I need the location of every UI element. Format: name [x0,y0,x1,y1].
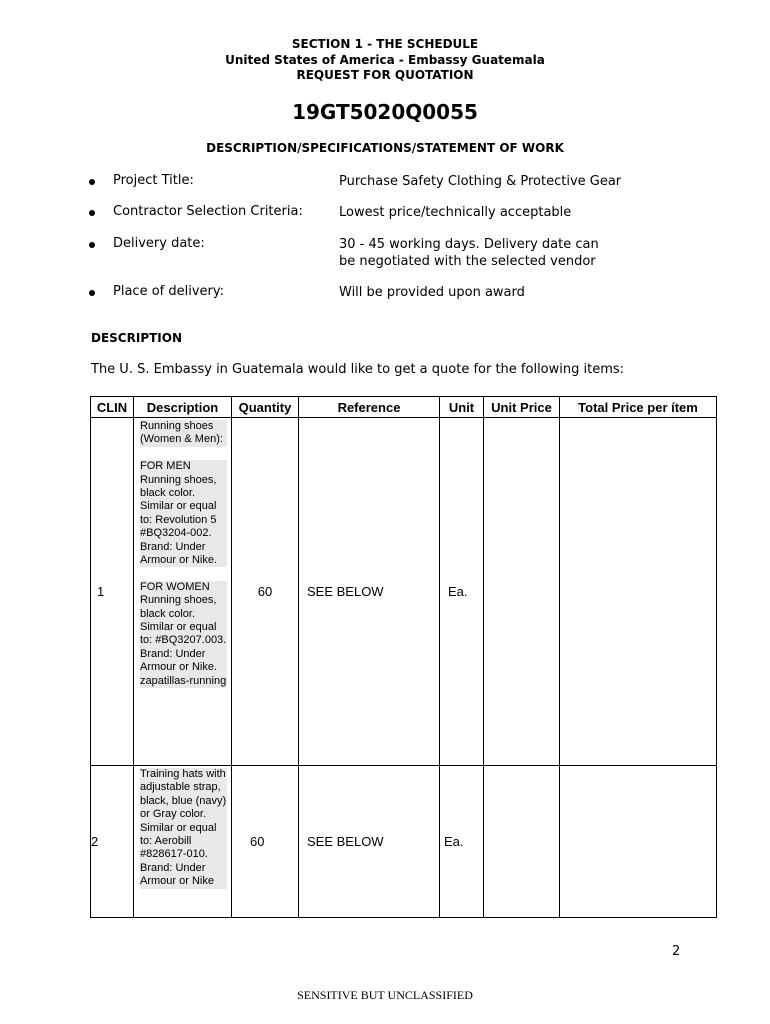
description-cell [134,766,232,918]
bullet-value: Purchase Safety Clothing & Protective Gear [339,174,622,189]
description-text: Training hats with adjustable strap, black, blue (navy) or Gray color. Similar or equal to: Aerobill #828617-010. Brand: Under Armour or Nike [140,768,227,888]
bullet-value: Will be provided upon award [339,285,525,300]
bullet-value: Lowest price/technically acceptable [339,205,572,220]
table-header-row [91,397,717,418]
reference-cell: SEE BELOW [299,418,440,766]
table-row [91,766,717,918]
unit-cell: Ea. [440,766,484,918]
bullet-label: Delivery date: [113,236,205,251]
quantity-cell: 60 [232,418,299,766]
rfq-number: 19GT5020Q0055 [292,100,478,124]
bullet-dot-icon [89,290,95,296]
bullet-value: 30 - 45 working days. Delivery date can be negotiated with the selected vendor [339,237,599,269]
clin-cell: 2 [91,766,134,918]
bullet-label: Place of delivery: [113,284,224,299]
unit-price-cell[interactable] [484,766,560,918]
total-price-cell[interactable] [560,766,717,918]
bullet-dot-icon [89,210,95,216]
items-table [90,396,717,918]
col-header-reference: Reference [299,397,440,418]
bullet-label: Contractor Selection Criteria: [113,204,303,219]
bullet-label: Project Title: [113,173,194,188]
col-header-description: Description [134,397,232,418]
bullet-dot-icon [89,242,95,248]
bullet-dot-icon [89,179,95,185]
col-header-clin: CLIN [91,397,134,418]
description-cell [134,418,232,766]
rfq-heading: REQUEST FOR QUOTATION [296,68,474,82]
col-header-quantity: Quantity [232,397,299,418]
classification-footer: SENSITIVE BUT UNCLASSIFIED [297,988,473,1002]
description-text: Running shoes (Women & Men): [140,420,227,447]
clin-cell: 1 [91,418,134,766]
intro-text: The U. S. Embassy in Guatemala would like to get a quote for the following items: [91,362,625,377]
col-header-unit-price: Unit Price [484,397,560,418]
unit-cell: Ea. [440,418,484,766]
embassy-heading: United States of America - Embassy Guatemala [225,53,545,67]
page-number: 2 [672,944,681,959]
description-text: FOR WOMEN Running shoes, black color. Similar or equal to: #BQ3207.003. Brand: Under Armour or Nike. zapatillas-running [140,580,227,687]
reference-cell: SEE BELOW [299,766,440,918]
section-heading: SECTION 1 - THE SCHEDULE [291,37,479,51]
quantity-cell: 60 [232,766,299,918]
col-header-unit: Unit [440,397,484,418]
unit-price-cell[interactable] [484,418,560,766]
description-text: FOR MEN Running shoes, black color. Similar or equal to: Revolution 5 #BQ3204-002. Brand: Under Armour or Nike. [140,460,227,567]
sow-heading: DESCRIPTION/SPECIFICATIONS/STATEMENT OF WORK [206,141,564,155]
col-header-total-price: Total Price per ítem [560,397,717,418]
table-row [91,418,717,766]
total-price-cell[interactable] [560,418,717,766]
description-heading: DESCRIPTION [91,331,183,345]
